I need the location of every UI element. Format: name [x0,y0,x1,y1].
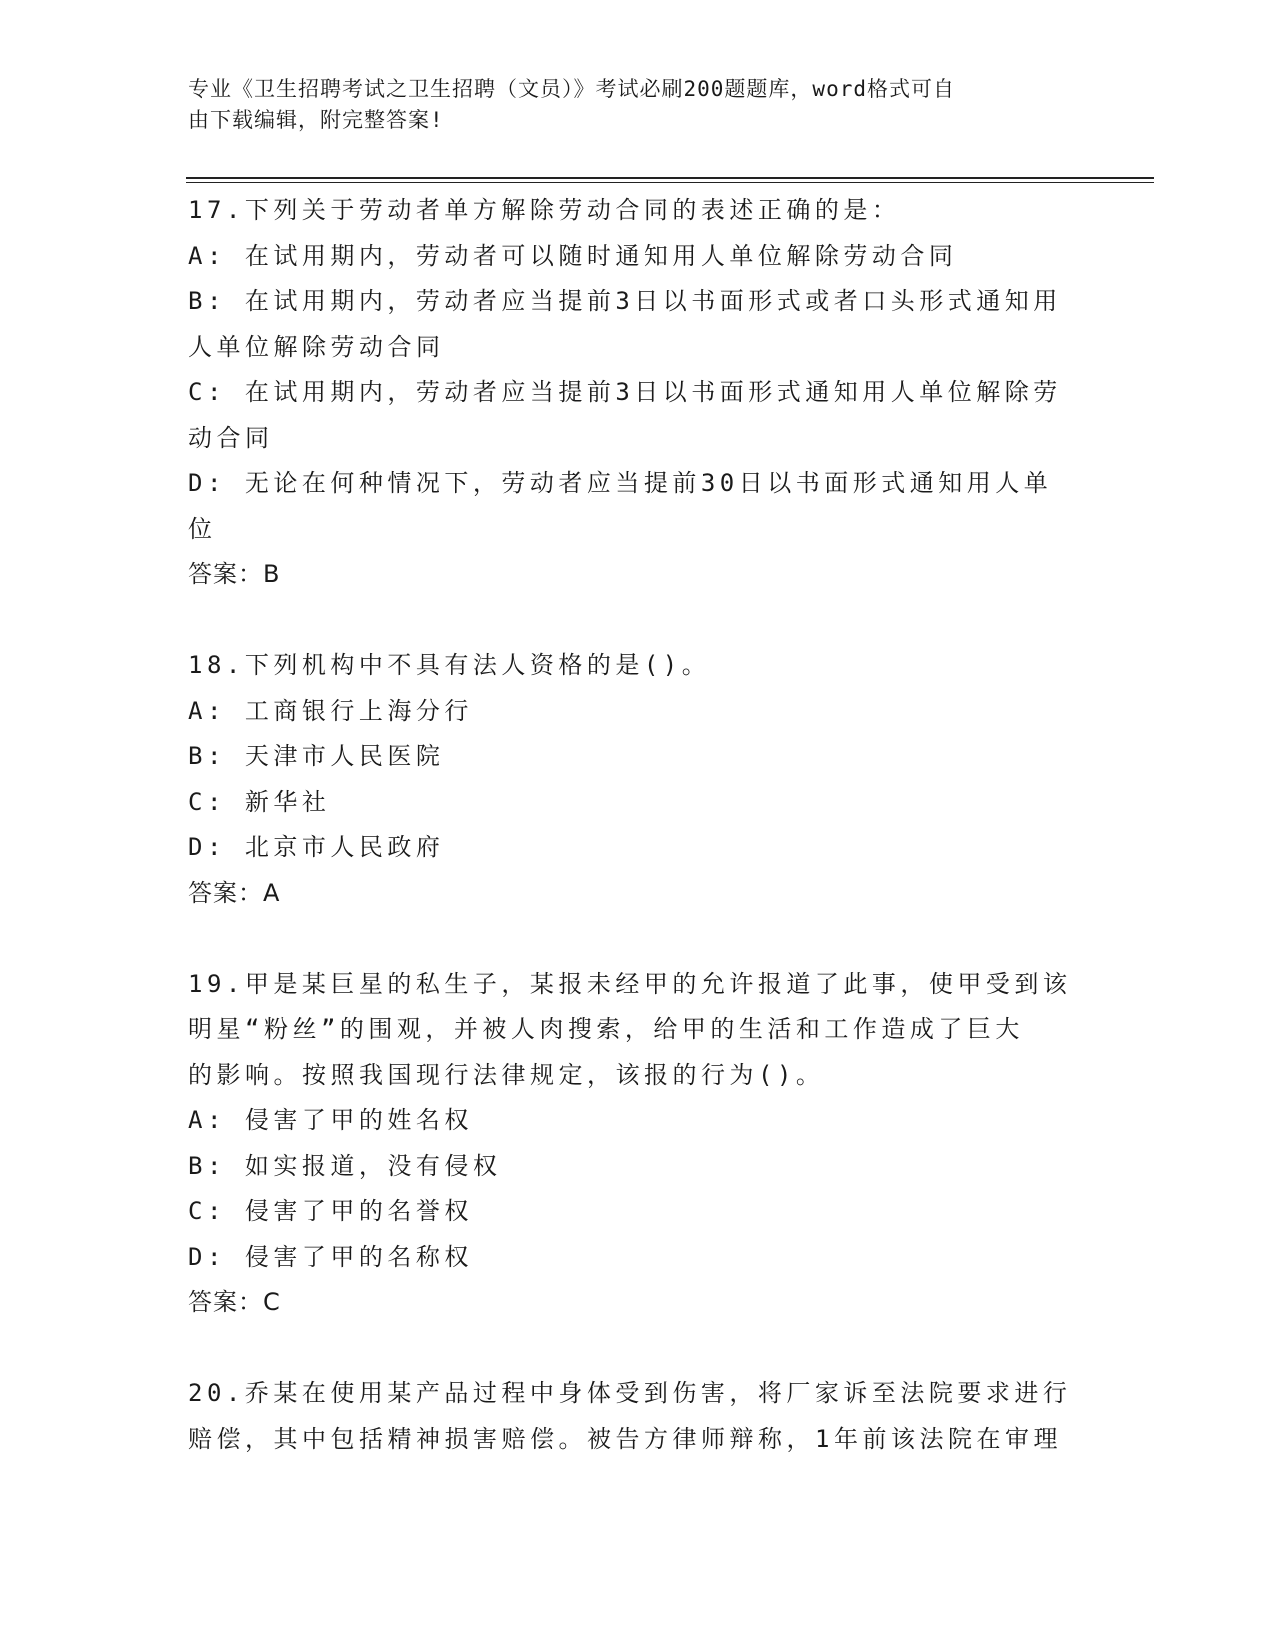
question-stem: 赔偿，其中包括精神损害赔偿。被告方律师辩称，1年前该法院在审理 [188,1424,1062,1453]
answer-option: 动合同 [188,423,274,452]
answer-option: C: 新华社 [188,787,331,816]
header-divider [186,182,1154,183]
question-stem: 18.下列机构中不具有法人资格的是()。 [188,651,711,679]
question-spacer [188,916,1088,962]
answer-option: D: 北京市人民政府 [188,833,445,861]
answer-option: B: 如实报道，没有侵权 [188,1151,502,1180]
answer-option: B: 在试用期内，劳动者应当提前3日以书面形式或者口头形式通知用 [188,287,1062,315]
answer-option: C: 在试用期内，劳动者应当提前3日以书面形式通知用人单位解除劳 [188,378,1062,406]
header-line: 由下载编辑，附完整答案! [188,108,444,132]
answer-option: 人单位解除劳动合同 [188,332,445,361]
answer-key: 答案：A [188,878,281,907]
answer-option: D: 侵害了甲的名称权 [188,1242,473,1271]
answer-option: 位 [188,514,217,543]
question-stem: 19.甲是某巨星的私生子，某报未经甲的允许报道了此事，使甲受到该 [188,969,1072,998]
answer-option: D: 无论在何种情况下，劳动者应当提前30日以书面形式通知用人单 [188,469,1053,497]
answer-key: 答案：B [188,560,281,588]
answer-key: 答案：C [188,1288,281,1316]
question-block [188,643,1088,916]
header-divider [186,177,1154,179]
question-stem: 明星“粉丝”的围观，并被人肉搜索，给甲的生活和工作造成了巨大 [188,1015,1024,1043]
question-stem: 的影响。按照我国现行法律规定，该报的行为()。 [188,1060,825,1089]
header-line: 专业《卫生招聘考试之卫生招聘（文员）》考试必刷200题题库，word格式可自 [188,77,955,101]
document-header [188,74,1088,136]
question-spacer [188,598,1088,644]
question-spacer [188,1326,1088,1372]
answer-option: C: 侵害了甲的名誉权 [188,1197,473,1225]
question-block [188,188,1088,598]
question-stem: 20.乔某在使用某产品过程中身体受到伤害，将厂家诉至法院要求进行 [188,1379,1072,1407]
answer-option: B: 天津市人民医院 [188,742,445,770]
question-stem: 17.下列关于劳动者单方解除劳动合同的表述正确的是： [188,196,901,224]
answer-option: A: 工商银行上海分行 [188,696,473,725]
answer-option: A: 在试用期内，劳动者可以随时通知用人单位解除劳动合同 [188,241,958,270]
question-block [188,1371,1088,1462]
answer-option: A: 侵害了甲的姓名权 [188,1106,473,1134]
question-block [188,962,1088,1326]
question-list [188,188,1088,1462]
